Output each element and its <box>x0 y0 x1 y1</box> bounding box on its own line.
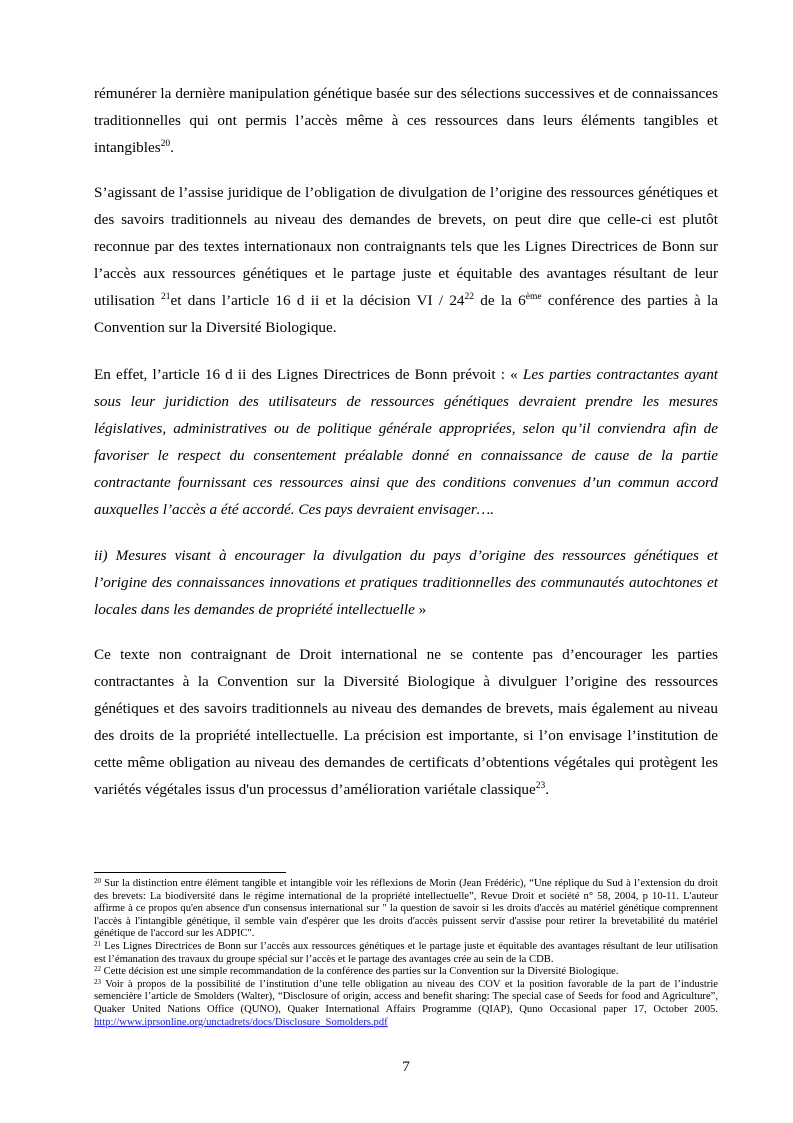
paragraph-1-end: . <box>170 139 174 157</box>
footnote-22 <box>94 966 718 979</box>
footnote-21-text: Les Lignes Directrices de Bonn sur l’accès aux ressources génétiques et le partage juste et équitable des avantages résultant de leur utilisation est l’émanation des travaux du groupe spécial sur l’accès et le partage des avantages crée au sein de la CDB. <box>94 940 718 965</box>
footnote-22-number: 22 <box>94 965 101 974</box>
footnote-21 <box>94 941 718 966</box>
paragraph-5 <box>94 641 718 804</box>
footnote-ref-21[interactable]: 21 <box>161 292 171 303</box>
paragraph-1-text: rémunérer la dernière manipulation génétique basée sur des sélections successives et de connaissances traditionnelles qui ont permis l’accès même à ces ressources dans leurs éléments tangibles et intangibles <box>94 85 718 157</box>
footnote-ref-22[interactable]: 22 <box>464 292 475 303</box>
paragraph-2-text-d: conférence des parties à la Convention sur la Diversité Biologique. <box>94 292 719 337</box>
footnote-20-text: Sur la distinction entre élément tangible et intangible voir les réflexions de Morin (Jean Frédéric), “Une réplique du Sud à l’extension du droit des brevets: La biodiversité dans le régime international de la propriété intellectuelle”, Revue Droit et société n° 58, 2004, p 10-11. L'auteur affirme à ce propos qu'en absence d'un consensus international sur " la question de savoir si les droits d'accès au matériel génétique comprennent l'accès à l'intangible génétique, il semble vain d'espérer que les droits d'accès puissent servir d'assise pour retirer la brevetabilité du matériel génétique de l'accord sur les ADPIC". <box>94 878 718 940</box>
paragraph-3-intro: En effet, l’article 16 d ii des Lignes Directrices de Bonn prévoit : « <box>94 366 523 383</box>
footnote-separator <box>94 872 286 873</box>
footnote-20-number: 20 <box>94 877 101 885</box>
page-number: 7 <box>402 1058 410 1075</box>
paragraph-4-close-quote: » <box>414 601 427 619</box>
paragraph-4-quote: ii) Mesures visant à encourager la divulgation du pays d’origine des ressources génétiques et l’origine des connaissances innovations et pratiques traditionnelles des communautés autochtones et locales dans les demandes de propriété intellectuelle <box>94 547 718 619</box>
footnotes <box>94 878 718 1029</box>
paragraph-1 <box>94 80 718 161</box>
footnote-23-link[interactable]: http://www.iprsonline.org/unctadrets/docs/Disclosure_Somolders.pdf <box>94 1016 388 1028</box>
paragraph-3 <box>94 361 718 524</box>
footnote-23-text: Voir à propos de la possibilité de l’institution d’une telle obligation au niveau des COV et la position favorable de la part de l’industrie semencière l’article de Smolders (Walter), “Disclosure of origin, access and benefit sharing: The special case of Seeds for food and Agriculture”, Quaker United Nations Office (QUNO), Quaker International Affairs Programme (QIAP), Quno Occasional paper 17, October 2005. <box>94 978 718 1015</box>
paragraph-5-end: . <box>545 781 550 799</box>
footnote-20 <box>94 878 718 941</box>
footnote-22-text: Cette décision est une simple recommandation de la conférence des parties sur la Convention sur la Diversité Biologique. <box>101 966 619 978</box>
footnote-23 <box>94 979 718 1029</box>
paragraph-2 <box>94 179 718 342</box>
paragraph-5-text: Ce texte non contraignant de Droit international ne se contente pas d’encourager les parties contractantes à la Convention sur la Diversité Biologique à divulguer l’origine des ressources génétiques et des savoirs traditionnels au niveau des demandes de brevets, mais également au niveau des droits de la propriété intellectuelle. La précision est importante, si l’on envisage l’institution de cette même obligation au niveau des demandes de certificats d’obtentions végétales qui protègent les variétés végétales issus d'un processus d’amélioration variétale classique <box>94 646 718 799</box>
paragraph-4 <box>94 542 718 623</box>
paragraph-2-text-a: S’agissant de l’assise juridique de l’obligation de divulgation de l’origine des ressources génétiques et des savoirs traditionnels au niveau des demandes de brevets, on peut dire que celle-ci est plutôt reconnue par des textes internationaux non contraignants tels que les Lignes Directrices de Bonn sur l’accès aux ressources génétiques et le partage juste et équitable des avantages résultant de leur utilisation <box>94 184 718 310</box>
paragraph-2-text-b: et dans l’article 16 d ii et la décision VI / 24 <box>170 292 465 310</box>
footnote-21-number: 21 <box>94 939 101 948</box>
paragraph-2-text-c: de la 6 <box>474 292 526 310</box>
footnote-ref-20[interactable]: 20 <box>160 139 171 150</box>
footnote-ref-23[interactable]: 23 <box>535 781 546 792</box>
footnote-23-number: 23 <box>94 977 101 986</box>
ordinal-superscript: ème <box>525 292 542 303</box>
paragraph-3-quote: Les parties contractantes ayant sous leur juridiction des utilisateurs de ressources génétiques devraient prendre les mesures législatives, administratives ou de politique générale appropriées, selon qu’il conviendra afin de favoriser le respect du consentement préalable donné en connaissance de cause de la partie contractante fournissant ces ressources ainsi que des conditions convenues d’un commun accord auxquelles l’accès a été accordé. Ces pays devraient envisager…. <box>94 366 719 519</box>
